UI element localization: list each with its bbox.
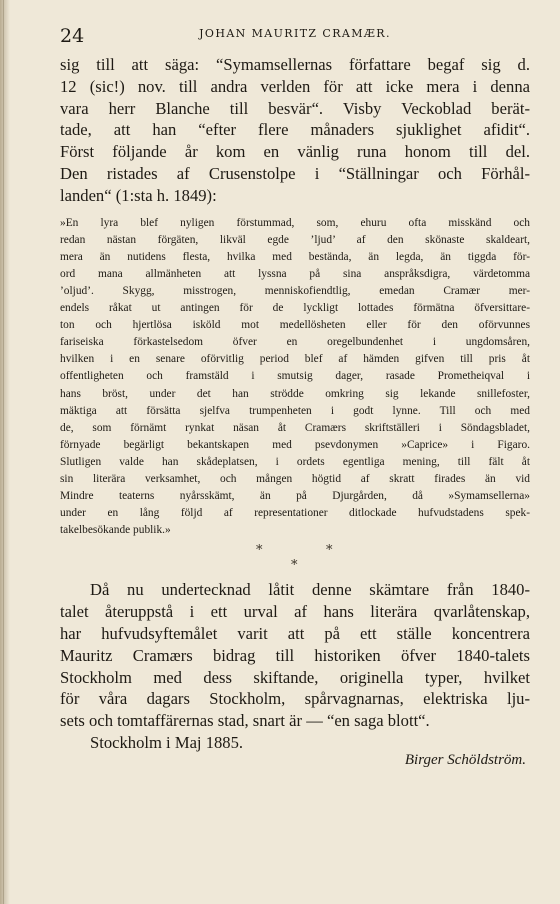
asterism-star: *	[326, 543, 333, 559]
dateline: Stockholm i Maj 1885.	[90, 732, 244, 752]
quote-line: de, som förnämt rynkat näsan åt Cramærs skriftställeri i Söndagsbladet,	[60, 421, 530, 434]
book-page	[60, 24, 530, 884]
quote-line: förnyade begärligt bekantskapen med psevdonymen »Caprice» i Figaro.	[60, 438, 530, 451]
quote-line: ’oljud’. Skygg, misstrogen, menniskofiendtlig, emedan Cramær mer-	[60, 284, 530, 297]
running-head	[60, 24, 530, 48]
text-line: tade, att han “efter flere månaders sjuklighet afidit“.	[60, 120, 530, 140]
quote-line: »En lyra blef nyligen förstummad, som, ehuru ofta misskänd och	[60, 216, 530, 229]
page-binding-edge	[0, 0, 10, 904]
running-title: JOHAN MAURITZ CRAMÆR.	[199, 27, 391, 40]
quote-line: mera än nutidens flesta, hvilka med bestända, än legda, än tiggda för-	[60, 250, 530, 263]
quote-line: under en lång följd af representationer ditlockade hufvudstadens spek-	[60, 507, 530, 520]
text-line: Stockholm med dess skiftande, originella typer, hvilket	[60, 667, 530, 687]
text-line: talet återuppstå i ett urval af hans literära qvarlåtenskap,	[60, 602, 530, 622]
quote-line: Slutligen valde han skådeplatsen, i ordets egentliga mening, till fält åt	[60, 455, 530, 468]
text-line: har hufvudsyftemålet varit att på ett ställe koncentrera	[60, 623, 530, 643]
text-line: Den ristades af Crusenstolpe i “Ställningar och Förhål-	[60, 163, 530, 183]
text-line: vara herr Blanche till besvär“. Visby Veckoblad berät-	[60, 98, 530, 118]
text-line: landen“ (1:sta h. 1849):	[60, 185, 217, 205]
section-ornament	[60, 539, 530, 573]
text-line: Först följande år kom en vänlig runa honom till del.	[60, 142, 530, 162]
text-line: sets och tomtaffärernas stad, snart är — “en saga blott“.	[60, 711, 430, 731]
text-line: 12 (sic!) nov. till andra verlden för att icke mera i denna	[60, 76, 530, 96]
quote-line: mäktiga att försätta sjelfva trumpenheten i godt lynne. Till och med	[60, 404, 530, 417]
author-signature: Birger Schöldström.	[404, 751, 526, 768]
text-line: sig till att säga: “Symamsellernas författare begaf sig d.	[60, 55, 530, 74]
block-quote	[60, 215, 530, 540]
quote-line: redan nästan förgäten, likväl egde ’ljud’ af den skönaste skaldeart,	[60, 233, 530, 246]
quote-line: Mindre teaterns nyårsskämt, än på Djurgården, då »Symamsellerna»	[60, 490, 530, 503]
quote-line: endels råkat ut antingen för de lyckligt lottades förmätna öfversittare-	[60, 302, 530, 315]
asterism-star: *	[256, 543, 263, 559]
intro-paragraph	[60, 54, 530, 207]
quote-line: offentligheten och framstäld i smutsig dager, rasade Prometheiqval i	[60, 370, 530, 383]
quote-line: fariseiska förkastelsedom öfver en oregelbundenhet i ungdomsåren,	[60, 336, 530, 349]
asterism-star: *	[291, 558, 298, 574]
text-line: för våra dagars Stockholm, spårvagnarnas, elektriska lju-	[60, 689, 530, 709]
page-binding-shadow	[3, 0, 4, 904]
quote-line: ord mana allmänheten att lyssna på sina anspråksdigra, värdetomma	[60, 267, 530, 280]
quote-line: takelbesökande publik.»	[60, 524, 171, 537]
text-line: Mauritz Cramærs bidrag till historiken öfver 1840-talets	[60, 645, 530, 665]
page-number: 24	[60, 25, 85, 47]
text-line: Då nu undertecknad låtit denne skämtare från 1840-	[90, 580, 530, 600]
closing-paragraph	[60, 579, 530, 732]
quote-line: sin literära verksamhet, och mången högtid af skratt firades än vid	[60, 472, 530, 485]
quote-line: ton och hjertlösa isköld mot medellösheten eller för den oförvunnes	[60, 319, 530, 332]
quote-line: hvilken i en senare oförvitlig period blef af hämden gifven till pris åt	[60, 353, 530, 366]
quote-line: hans bröst, under det han strödde omkring sig lekande snillefoster,	[60, 387, 530, 400]
